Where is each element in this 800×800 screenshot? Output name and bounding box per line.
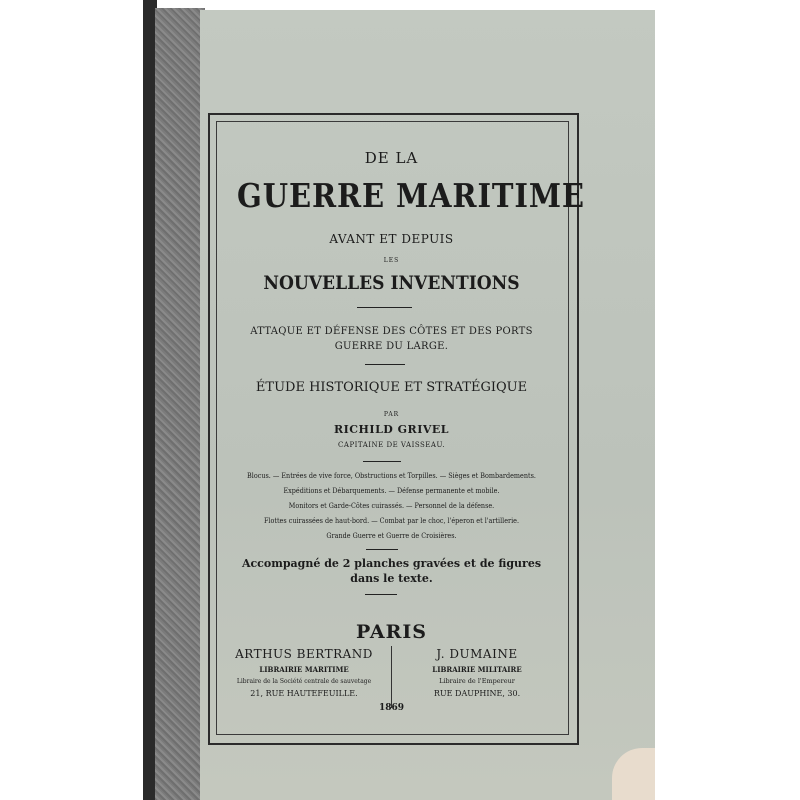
- author-name: RICHILD GRIVEL: [333, 423, 450, 436]
- contents-line: Grande Guerre et Guerre de Croisières.: [326, 532, 457, 540]
- publisher-left-address: 21, RUE HAUTEFEUILLE.: [250, 689, 358, 698]
- title-line-4: LES: [383, 257, 400, 264]
- publisher-left-desc: Libraire de la Société centrale de sauvetage: [236, 677, 372, 685]
- topic-line-1: ATTAQUE ET DÉFENSE DES CÔTES ET DES PORTS: [250, 326, 533, 337]
- divider: [365, 594, 397, 595]
- divider: [365, 364, 405, 365]
- publisher-left-house: LIBRAIRIE MARITIME: [259, 665, 349, 674]
- title-prefix: DE LA: [364, 149, 419, 167]
- contents-line: Monitors et Garde-Côtes cuirassés. — Personnel de la défense.: [288, 502, 495, 510]
- study-line: ÉTUDE HISTORIQUE ET STRATÉGIQUE: [255, 380, 528, 395]
- publisher-right-name: J. DUMAINE: [436, 647, 518, 661]
- title-line-3: AVANT ET DEPUIS: [329, 232, 454, 246]
- divider: [363, 461, 401, 462]
- illustrations-note: Accompagné de 2 planches gravées et de figures: [241, 557, 542, 570]
- topic-line-2: GUERRE DU LARGE.: [334, 341, 449, 352]
- author-rank: CAPITAINE DE VAISSEAU.: [338, 441, 445, 449]
- publisher-separator: [391, 646, 392, 708]
- city: PARIS: [355, 621, 428, 643]
- contents-line: Flottes cuirassées de haut-bord. — Combat par le choc, l'éperon et l'artillerie.: [263, 517, 520, 525]
- book-title: GUERRE MARITIME: [237, 176, 585, 215]
- publisher-right-desc: Libraire de l'Empereur: [439, 677, 515, 685]
- book-spine: [155, 8, 205, 800]
- contents-line: Expéditions et Débarquements. — Défense permanente et mobile.: [283, 487, 500, 495]
- publisher-right-address: RUE DAUPHINE, 30.: [433, 689, 521, 698]
- publication-year: 1869: [378, 703, 405, 713]
- publisher-left-name: ARTHUS BERTRAND: [235, 647, 373, 661]
- by-label: PAR: [383, 411, 400, 418]
- divider: [357, 307, 412, 308]
- contents-line: Blocus. — Entrées de vive force, Obstructions et Torpilles. — Sièges et Bombardements.: [247, 472, 536, 480]
- illustrations-note: dans le texte.: [350, 572, 433, 585]
- publisher-right-house: LIBRAIRIE MILITAIRE: [432, 665, 522, 674]
- book-subtitle: NOUVELLES INVENTIONS: [263, 272, 520, 294]
- divider: [366, 549, 398, 550]
